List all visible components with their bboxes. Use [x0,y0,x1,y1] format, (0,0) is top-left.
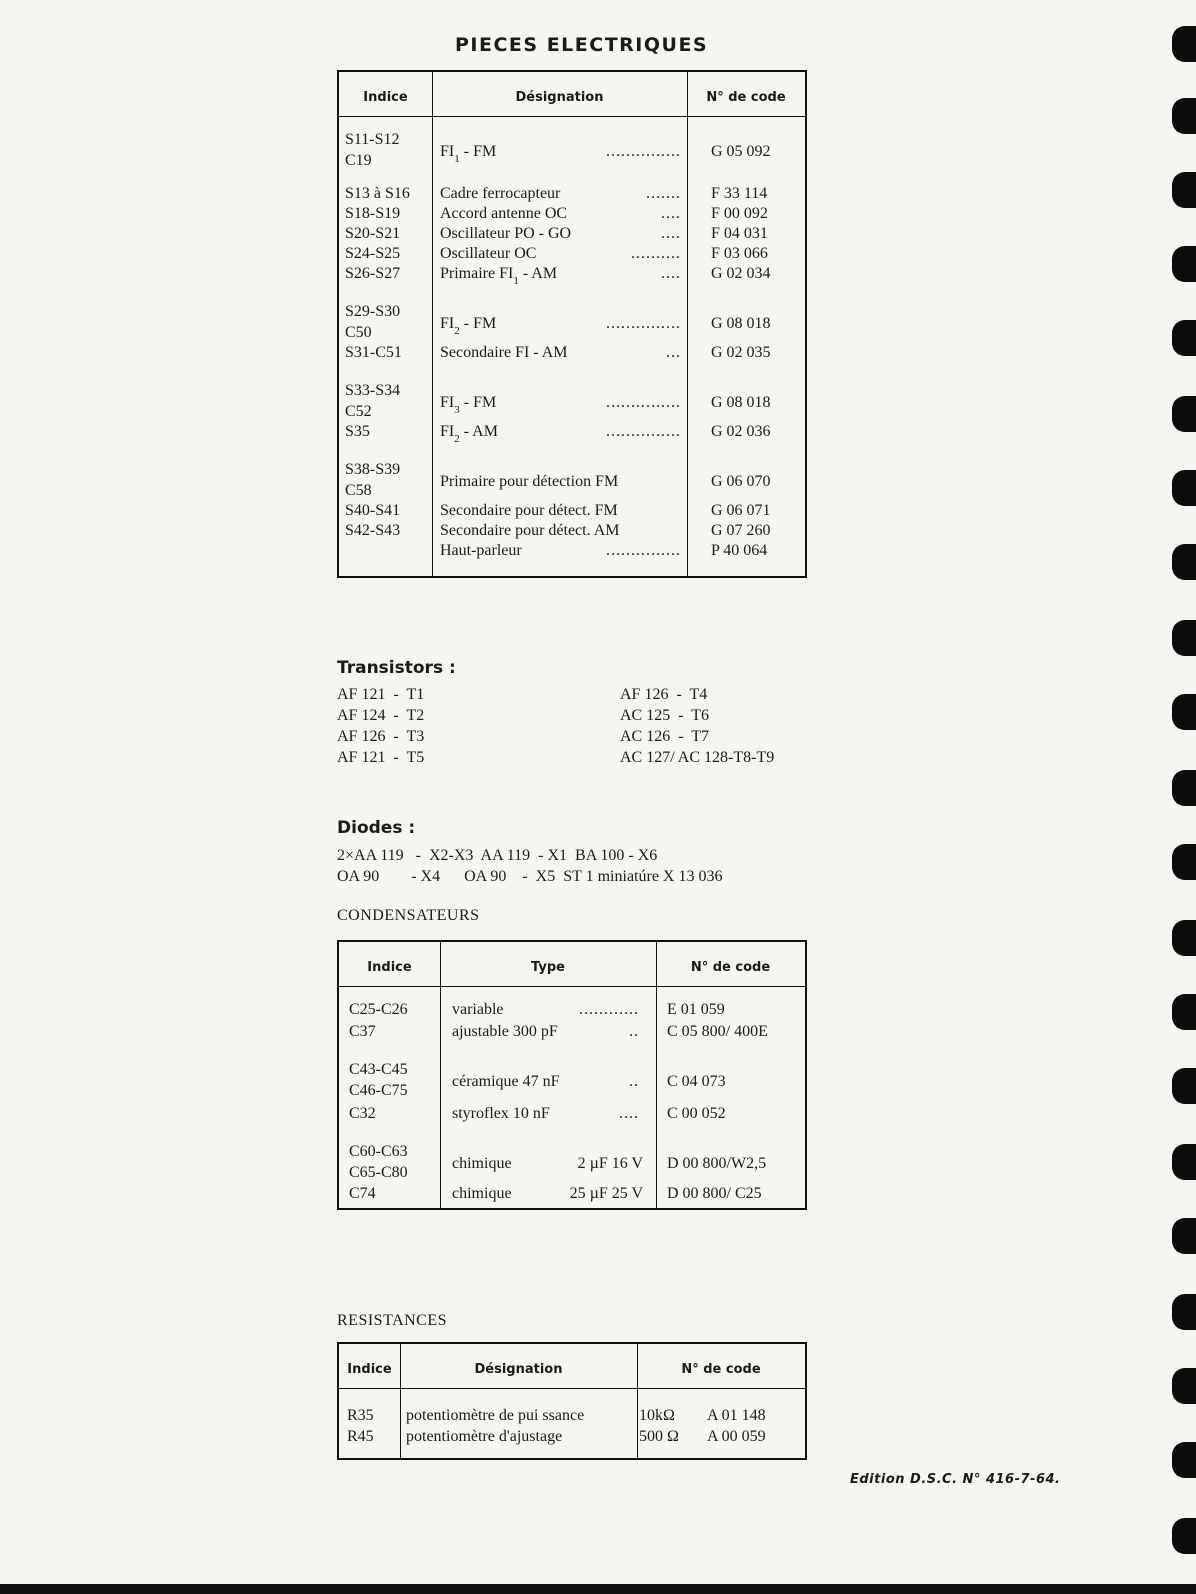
punch-hole [1172,1442,1196,1478]
pieces-designation: $FI_3$ - FM [440,394,497,416]
punch-hole [1172,26,1196,62]
pieces-leader-dots: .... [661,265,681,282]
pieces-table [337,70,807,578]
cond-type: chimique [452,1155,512,1172]
pieces-indice: S31-C51 [345,344,402,361]
transistor-entry: AC 125 - T6 [620,707,710,724]
cond-indice: C46-C75 [349,1082,408,1099]
pieces-leader-dots: ............... [606,542,681,559]
pieces-code: G 06 071 [711,502,771,519]
pieces-code: F 00 092 [711,205,768,222]
punch-hole [1172,1294,1196,1330]
pieces-code: G 06 070 [711,473,771,490]
punch-hole [1172,470,1196,506]
pieces-indice: C52 [345,403,372,420]
condensateurs-table [337,940,807,1210]
cond-indice: C37 [349,1023,376,1040]
pieces-indice: C50 [345,324,372,341]
punch-hole [1172,544,1196,580]
pieces-designation: Primaire pour détection FM [440,473,619,490]
cond-indice: C32 [349,1105,376,1122]
pieces-designation: Cadre ferrocapteur [440,185,561,202]
transistor-entry: AF 126 - T4 [620,686,708,703]
pieces-designation: $FI_2$ - FM [440,315,497,337]
pieces-indice: S35 [345,423,370,440]
punch-hole [1172,1518,1196,1554]
punch-hole [1172,1144,1196,1180]
cond-header-code: N° de code [690,960,771,975]
binder-holes [1172,0,1196,1594]
pieces-code: G 08 018 [711,315,771,332]
pieces-indice: S20-S21 [345,225,401,242]
pieces-designation: Secondaire pour détect. FM [440,502,618,519]
res-value: 500 Ω [639,1428,679,1445]
cond-value: 25 µF 25 V [569,1185,643,1202]
cond-type: styroflex 10 nF [452,1105,550,1122]
cond-type: céramique 47 nF [452,1073,560,1090]
punch-hole [1172,620,1196,656]
pieces-indice: C19 [345,152,372,169]
pieces-code: G 05 092 [711,143,771,160]
cond-indice: C43-C45 [349,1061,408,1078]
transistor-entry: AF 121 - T5 [337,749,425,766]
pieces-designation: Secondaire FI - AM [440,344,568,361]
resistances-heading: RESISTANCES [337,1312,448,1329]
transistor-entry: AF 121 - T1 [337,686,425,703]
pieces-designation: Primaire $FI_1$ - AM [440,265,558,287]
page-title: PIECES ELECTRIQUES [455,34,709,56]
cond-indice: C65-C80 [349,1164,408,1181]
pieces-indice: S38-S39 [345,461,401,478]
punch-hole [1172,694,1196,730]
pieces-leader-dots: ............... [606,423,681,440]
res-header-indice: Indice [347,1362,392,1377]
pieces-indice: S29-S30 [345,303,401,320]
pieces-designation: Accord antenne OC [440,205,568,222]
pieces-designation: Oscillateur PO - GO [440,225,572,242]
res-code: A 01 148 [707,1407,766,1424]
cond-indice: C60-C63 [349,1143,408,1160]
punch-hole [1172,920,1196,956]
pieces-code: F 33 114 [711,185,768,202]
pieces-code: G 02 036 [711,423,771,440]
pieces-designation: Haut-parleur [440,542,522,559]
punch-hole [1172,770,1196,806]
cond-type: chimique [452,1185,512,1202]
pieces-indice: S42-S43 [345,522,401,539]
pieces-indice: S24-S25 [345,245,401,262]
edition-footer: Edition D.S.C. N° 416-7-64. [850,1472,1061,1487]
pieces-leader-dots: ............... [606,394,681,411]
cond-indice: C25-C26 [349,1001,408,1018]
res-value: 10kΩ [639,1407,675,1424]
pieces-leader-dots: ... [666,344,681,361]
punch-hole [1172,396,1196,432]
cond-code: C 00 052 [667,1105,726,1122]
pieces-code: G 08 018 [711,394,771,411]
cond-code: D 00 800/W2,5 [667,1155,767,1172]
pieces-designation: $FI_2$ - AM [440,423,498,445]
pieces-code: F 04 031 [711,225,768,242]
pieces-indice: S11-S12 [345,131,400,148]
pieces-header-indice: Indice [363,90,408,105]
punch-hole [1172,98,1196,134]
pieces-leader-dots: .......... [631,245,681,262]
cond-code: D 00 800/ C25 [667,1185,762,1202]
pieces-code: F 03 066 [711,245,768,262]
pieces-designation: Oscillateur OC [440,245,537,262]
cond-leader-dots: .. [629,1073,639,1090]
resistances-table [337,1342,807,1460]
res-indice: R35 [347,1407,374,1424]
cond-header-type: Type [531,960,565,975]
cond-code: E 01 059 [667,1001,725,1018]
pieces-code: P 40 064 [711,542,768,559]
pieces-code: G 02 034 [711,265,771,282]
res-header-designation: Désignation [474,1362,563,1377]
pieces-indice: S26-S27 [345,265,401,282]
pieces-leader-dots: ............... [606,143,681,160]
cond-type: ajustable 300 pF [452,1023,558,1040]
cond-leader-dots: .. [629,1023,639,1040]
pieces-indice: S33-S34 [345,382,401,399]
punch-hole [1172,994,1196,1030]
punch-hole [1172,246,1196,282]
pieces-designation: $FI_1$ - FM [440,143,497,165]
diodes-heading: Diodes : [337,818,416,838]
cond-type: variable [452,1001,504,1018]
res-designation: potentiomètre d'ajustage [406,1428,563,1445]
punch-hole [1172,1218,1196,1254]
condensateurs-heading: CONDENSATEURS [337,907,480,924]
diodes-line: OA 90 - X4 OA 90 - X5 ST 1 miniatúre X 13 036 [337,868,723,885]
punch-hole [1172,320,1196,356]
cond-code: C 05 800/ 400E [667,1023,768,1040]
transistor-entry: AF 124 - T2 [337,707,425,724]
res-designation: potentiomètre de pui ssance [406,1407,585,1424]
cond-leader-dots: .... [619,1105,639,1122]
cond-leader-dots: ............ [579,1001,639,1018]
pieces-designation: Secondaire pour détect. AM [440,522,620,539]
res-header-code: N° de code [681,1362,761,1377]
punch-hole [1172,1368,1196,1404]
transistor-entry: AC 127/ AC 128-T8-T9 [620,749,775,766]
transistor-entry: AF 126 - T3 [337,728,425,745]
diodes-line: 2×AA 119 - X2-X3 AA 119 - X1 BA 100 - X6 [337,847,658,864]
cond-value: 2 µF 16 V [577,1155,643,1172]
punch-hole [1172,172,1196,208]
transistor-entry: AC 126 - T7 [620,728,710,745]
res-indice: R45 [347,1428,374,1445]
pieces-leader-dots: .... [661,205,681,222]
cond-code: C 04 073 [667,1073,726,1090]
pieces-leader-dots: ....... [646,185,681,202]
pieces-code: G 07 260 [711,522,771,539]
scan-edge [0,1584,1196,1594]
cond-header-indice: Indice [367,960,412,975]
pieces-header-designation: Désignation [515,90,604,105]
punch-hole [1172,844,1196,880]
pieces-indice: C58 [345,482,372,499]
pieces-indice: S18-S19 [345,205,401,222]
pieces-code: G 02 035 [711,344,771,361]
res-code: A 00 059 [707,1428,766,1445]
pieces-header-code: N° de code [706,90,786,105]
cond-indice: C74 [349,1185,376,1202]
transistors-heading: Transistors : [337,658,456,678]
pieces-indice: S40-S41 [345,502,401,519]
pieces-leader-dots: ............... [606,315,681,332]
pieces-leader-dots: .... [661,225,681,242]
punch-hole [1172,1068,1196,1104]
pieces-indice: S13 à S16 [345,185,410,202]
